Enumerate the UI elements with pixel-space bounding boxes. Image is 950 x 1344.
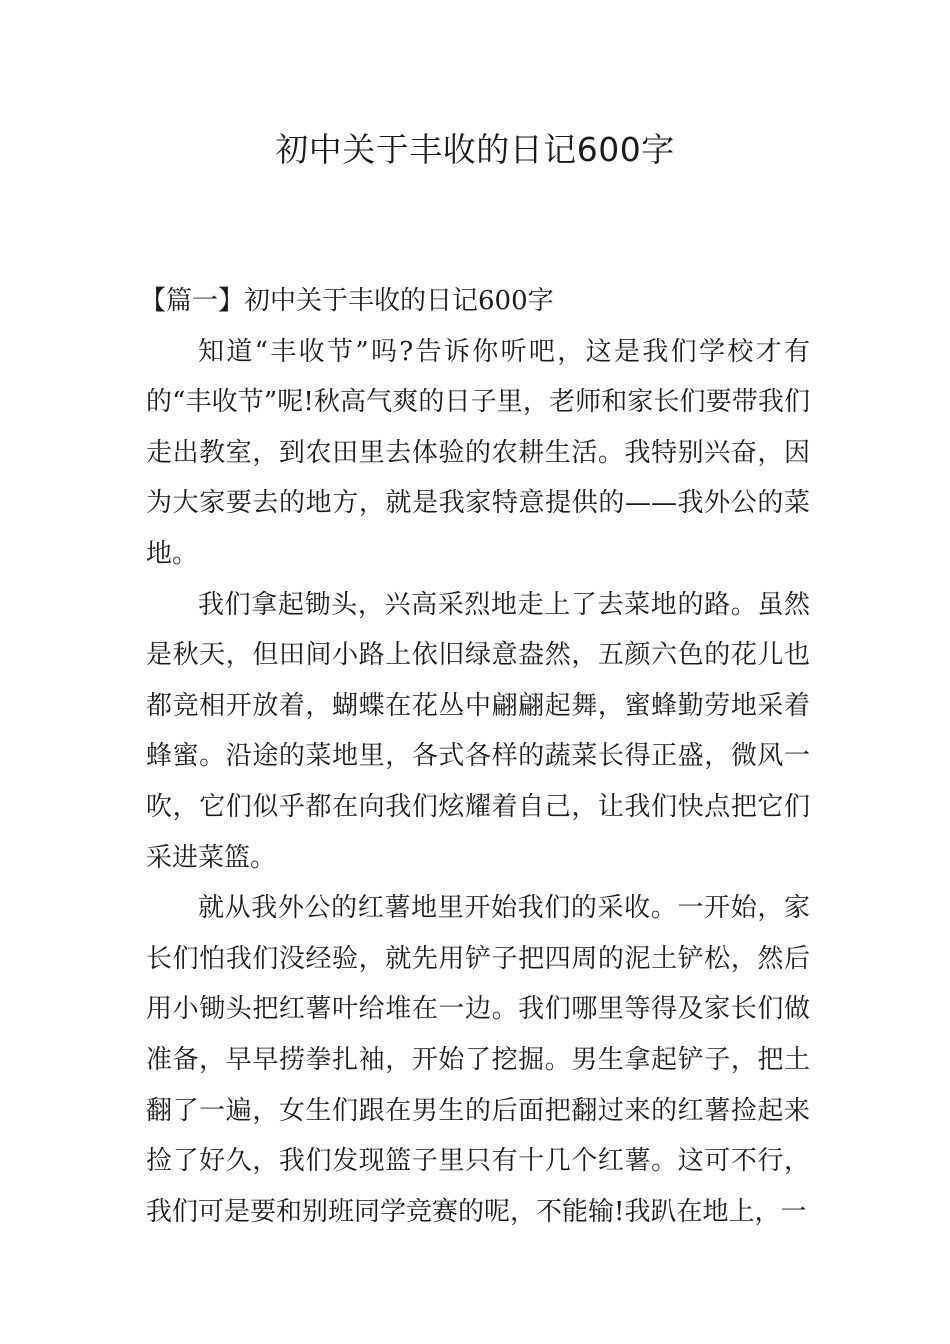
paragraph-1: 知道“丰收节”吗?告诉你听吧，这是我们学校才有的“丰收节”呢!秋高气爽的日子里，老师和家长们要带我们走出教室，到农田里去体验的农耕生活。我特别兴奋，因为大家要去的地方，就是我家特意提供的——我外公的菜地。 xyxy=(146,336,810,569)
section-heading: 【篇一】初中关于丰收的日记600字 xyxy=(140,286,554,316)
document-body xyxy=(140,276,810,1237)
document-title: 初中关于丰收的日记600字 xyxy=(275,130,675,169)
paragraph-2: 我们拿起锄头，兴高采烈地走上了去菜地的路。虽然是秋天，但田间小路上依旧绿意盎然，五颜六色的花儿也都竞相开放着，蝴蝶在花丛中翩翩起舞，蜜蜂勤劳地采着蜂蜜。沿途的菜地里，各式各样的蔬菜长得正盛，微风一吹，它们似乎都在向我们炫耀着自己，让我们快点把它们采进菜篮。 xyxy=(146,589,810,873)
paragraph-3: 就从我外公的红薯地里开始我们的采收。一开始，家长们怕我们没经验，就先用铲子把四周的泥土铲松，然后用小锄头把红薯叶给堆在一边。我们哪里等得及家长们做准备，早早捞拳扎袖，开始了挖掘。男生拿起铲子，把土翻了一遍，女生们跟在男生的后面把翻过来的红薯捡起来捡了好久，我们发现篮子里只有十几个红薯。这可不行，我们可是要和别班同学竞赛的呢，不能输!我趴在地上，一 xyxy=(146,893,810,1227)
